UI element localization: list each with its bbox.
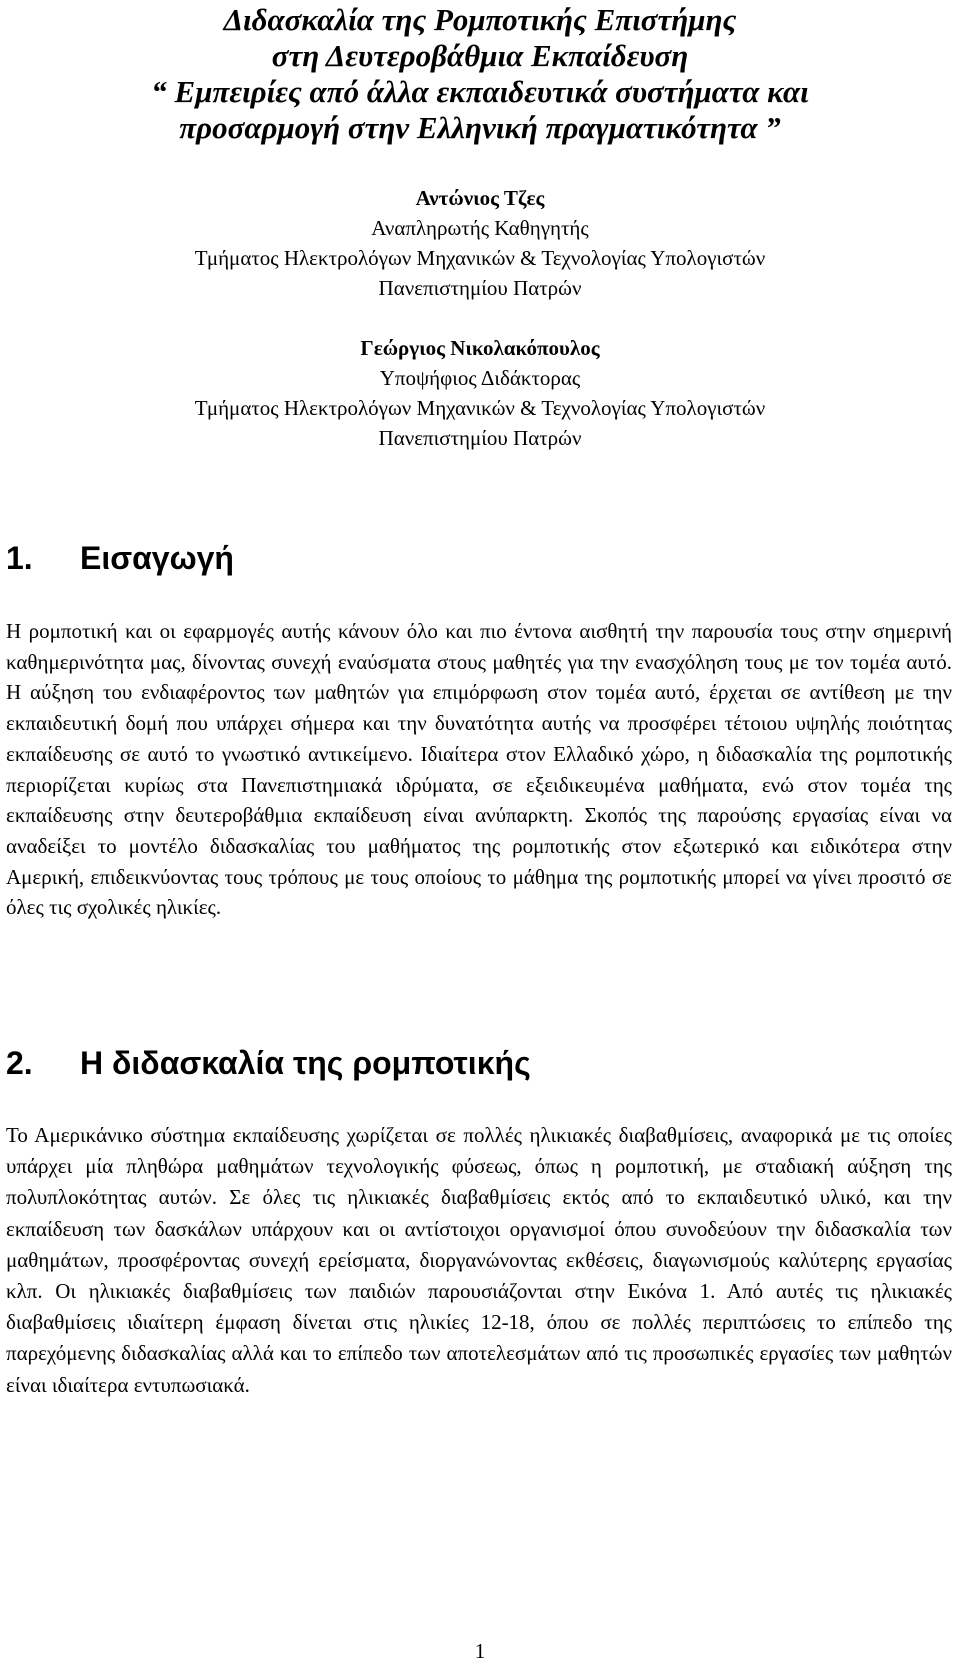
section-title: Η διδασκαλία της ρομποτικής <box>80 1045 531 1081</box>
page-number: 1 <box>474 1639 486 1663</box>
section-paragraph: Η ρομποτική και οι εφαρμογές αυτής κάνουν όλο και πιο έντονα αισθητή την παρουσία τους στην σημερινή καθημερινότητα μας, δίνοντας συνεχή εναύσματα στους μαθητές για την ενασχόληση τους με τον τομέα αυτό. Η αύξηση του ενδιαφέροντος των μαθητών για επιμόρφωση στον τομέα αυτό, έρχεται σε αντίθεση με την εκπαιδευτική δομή που υπάρχει σήμερα και την δυνατότητα αυτής να προσφέρει τέτοιου υψηλής ποιότητας εκπαίδευσης σε αυτό το γνωστικό αντικείμενο. Ιδιαίτερα στον Ελλαδικό χώρο, η διδασκαλία της ρομποτικής περιορίζεται κυρίως στα Πανεπιστημιακά ιδρύματα, σε εξειδικευμένα μαθήματα, ενώ στον τομέα της εκπαίδευσης στην δευτεροβάθμια εκπαίδευση είναι ανύπαρκτη. Σκοπός της παρούσης εργασίας είναι να αναδείξει το μοντέλο διδασκαλίας του μαθήματος της ρομποτικής στον εξωτερικό και ειδικότερα στην Αμερική, επιδεικνύοντας τους τρόπους με τους οποίους το μάθημα της ρομποτικής μπορεί να γίνει προσιτό σε όλες τις σχολικές ηλικίες. <box>6 619 952 920</box>
title-line: στη Δευτεροβάθμια Εκπαίδευση <box>271 38 689 73</box>
author-name: Γεώργιος Νικολακόπουλος <box>360 336 600 360</box>
author-university: Πανεπιστημίου Πατρών <box>378 426 582 450</box>
author-role: Αναπληρωτής Καθηγητής <box>371 216 589 240</box>
author-department: Τμήματος Ηλεκτρολόγων Μηχανικών & Τεχνολογίας Υπολογιστών <box>194 246 766 270</box>
title-line: προσαρμογή στην Ελληνική πραγματικότητα ” <box>179 110 781 145</box>
author-name: Αντώνιος Τζες <box>415 186 545 210</box>
title-line: “ Εμπειρίες από άλλα εκπαιδευτικά συστήματα και <box>151 74 809 109</box>
author-block <box>0 183 960 303</box>
section-title: Εισαγωγή <box>80 540 234 576</box>
section-number: 2. <box>6 1045 33 1081</box>
author-university: Πανεπιστημίου Πατρών <box>378 276 582 300</box>
section-paragraph: Το Αμερικάνικο σύστημα εκπαίδευσης χωρίζεται σε πολλές ηλικιακές διαβαθμίσεις, αναφορικά με τις οποίες υπάρχει μία πληθώρα μαθημάτων τεχνολογικής φύσεως, όπως η ρομποτική, με σταδιακή αύξηση της πολυπλοκότητας αυτών. Σε όλες τις ηλικιακές διαβαθμίσεις εκτός από το εκπαιδευτικό υλικό, και την εκπαίδευση των δασκάλων υπάρχουν και οι αντίστοιχοι οργανισμοί όπου συνοδεύουν την διδασκαλία των μαθημάτων, προσφέροντας συνεχή ερείσματα, διοργανώνοντας εκθέσεις, διαγωνισμούς καλύτερης εργασίας κλπ. Οι ηλικιακές διαβαθμίσεις των παιδιών παρουσιάζονται στην Εικόνα 1. Από αυτές τις ηλικιακές διαβαθμίσεις ιδιαίτερη έμφαση δίνεται στις ηλικίες 12-18, όπου σε πολλές περιπτώσεις το επίπεδο της παρεχόμενης διδασκαλίας αλλά και το επίπεδο των αποτελεσμάτων από τις προσωπικές εργασίες των μαθητών είναι ιδιαίτερα εντυπωσιακά. <box>6 1123 952 1397</box>
document-title <box>0 2 960 146</box>
author-block <box>0 333 960 453</box>
author-role: Υποψήφιος Διδάκτορας <box>379 366 581 390</box>
title-line: Διδασκαλία της Ρομποτικής Επιστήμης <box>223 2 737 37</box>
author-department: Τμήματος Ηλεκτρολόγων Μηχανικών & Τεχνολογίας Υπολογιστών <box>194 396 766 420</box>
section-number: 1. <box>6 540 33 576</box>
section-heading <box>6 538 234 578</box>
section-heading <box>6 1043 531 1083</box>
